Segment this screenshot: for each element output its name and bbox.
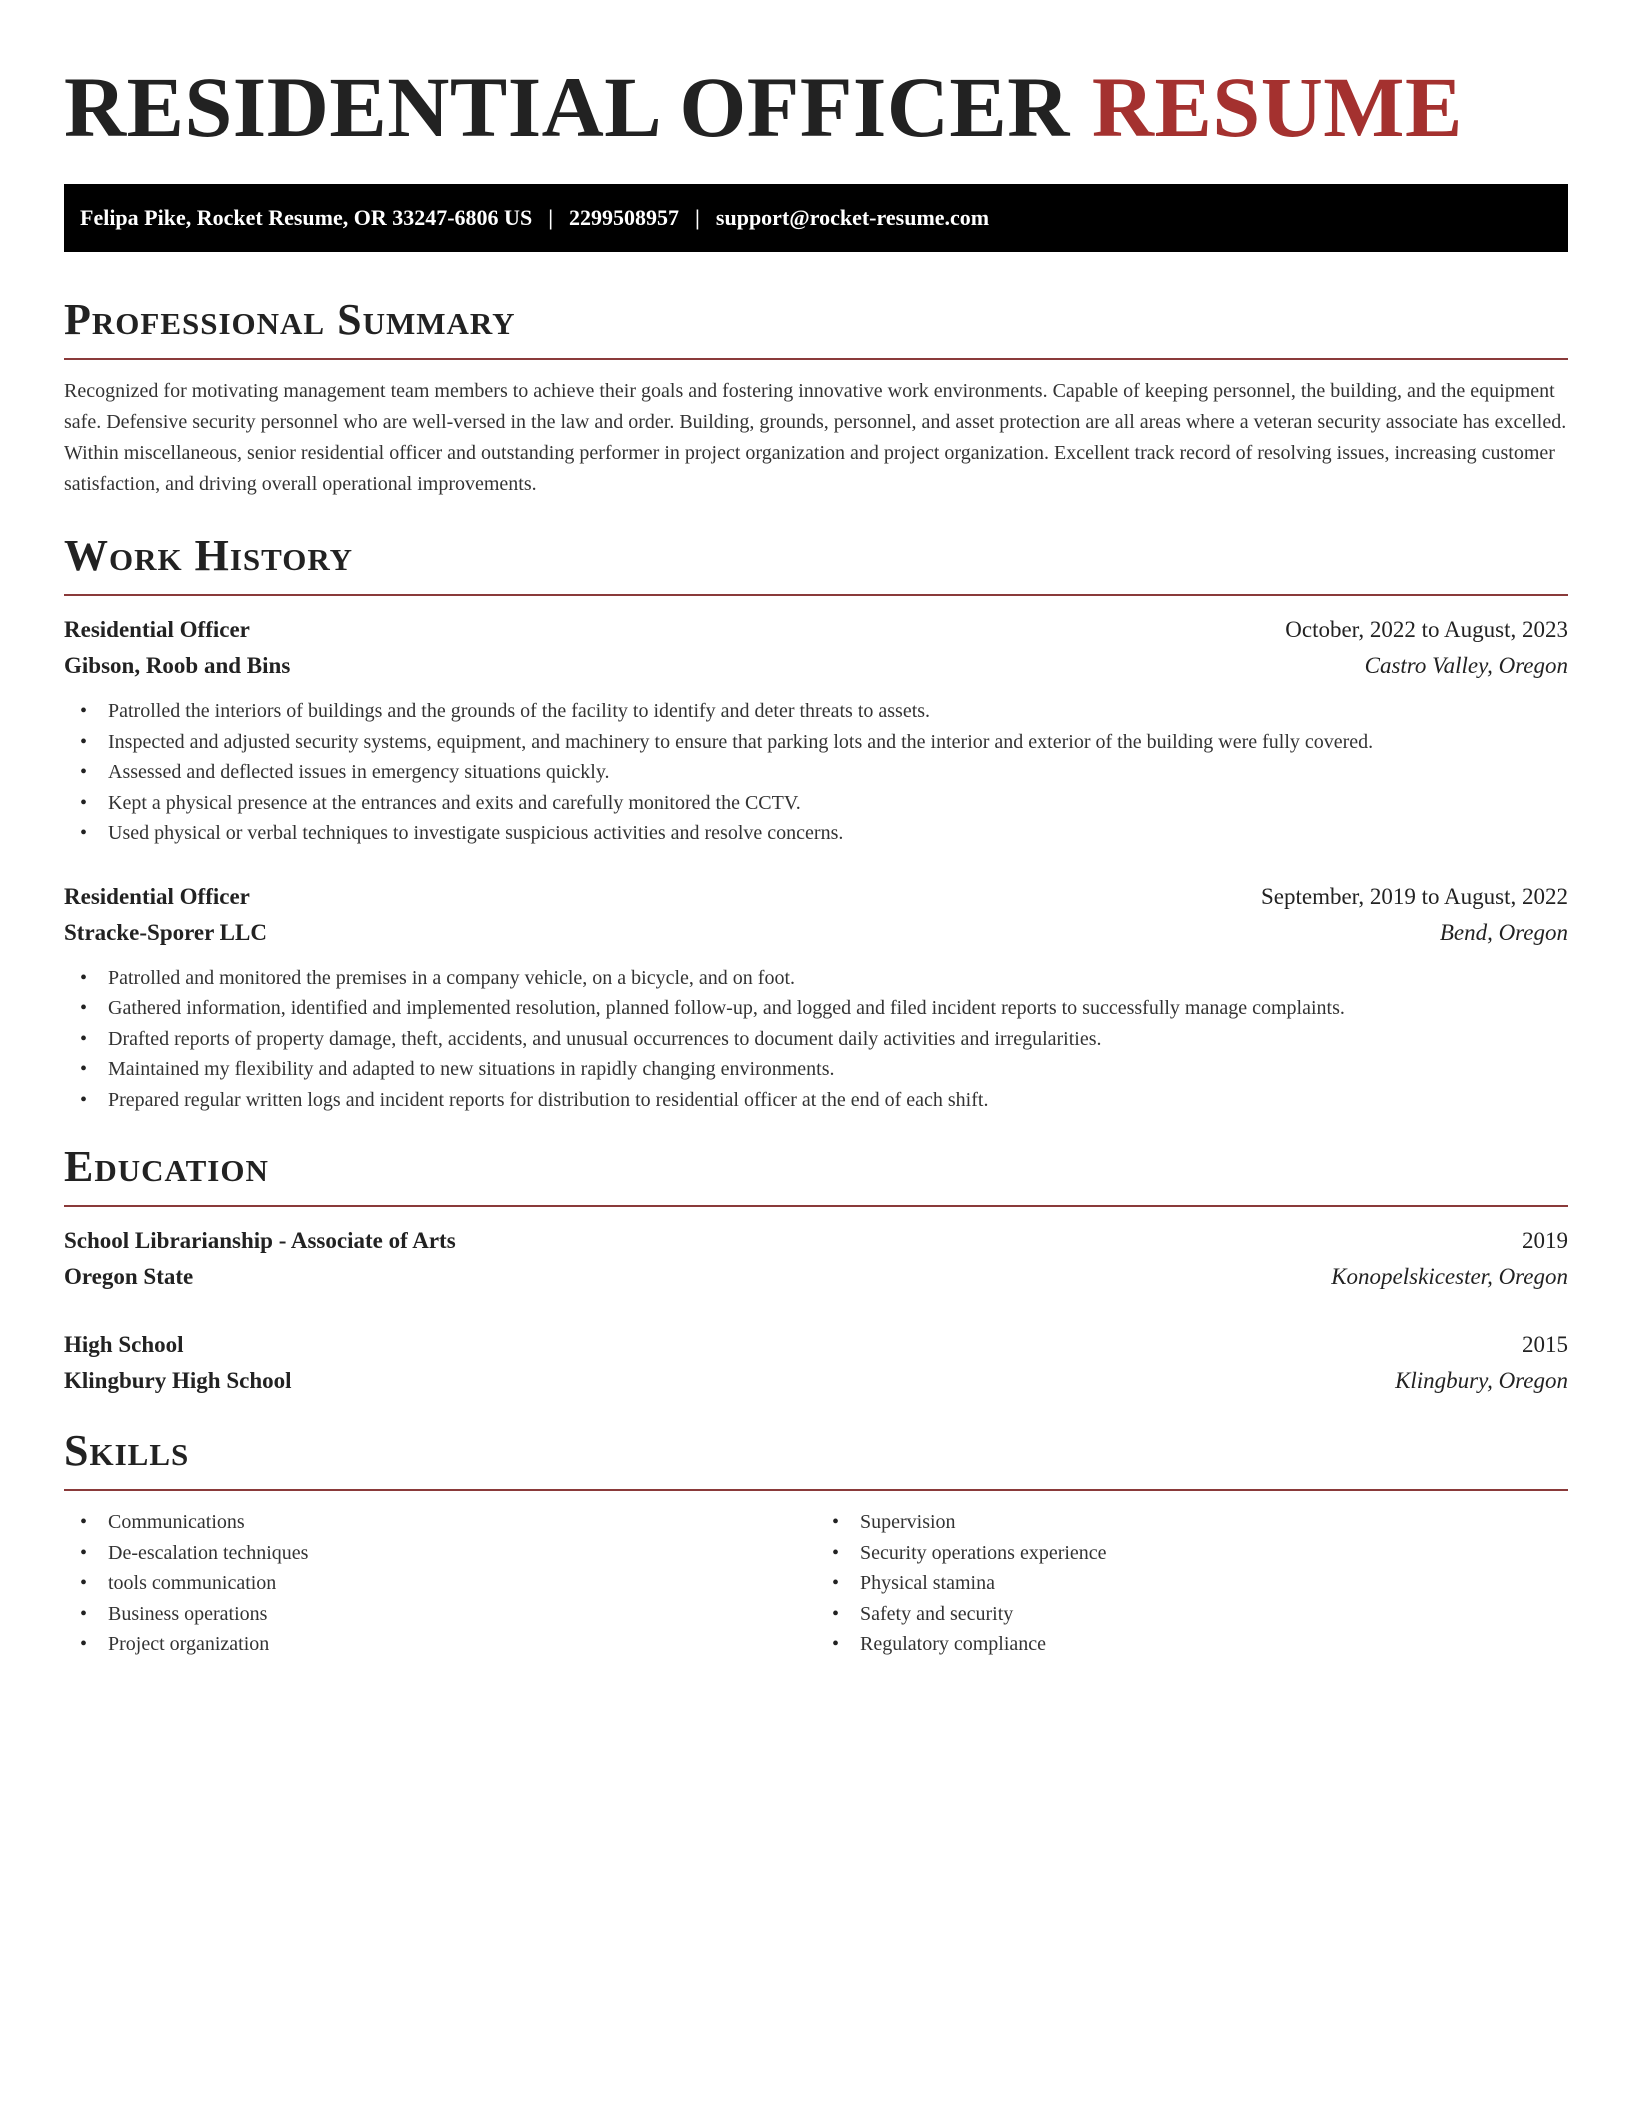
section-divider (64, 594, 1568, 596)
job-duties-list (64, 696, 1568, 849)
job-dates: September, 2019 to August, 2022 (1260, 883, 1568, 909)
education-degree: High School (64, 1332, 184, 1357)
work-history-heading: Work History (64, 531, 354, 580)
skill-item: • Project organization (80, 1629, 816, 1660)
job-duty-item: • Prepared regular written logs and incident reports for distribution to residential officer at the end of each shift. (80, 1085, 1568, 1116)
job-duties-list (64, 963, 1568, 1116)
skills-list (64, 1507, 816, 1660)
education-school-row (64, 1259, 1568, 1295)
contact-separator: | (548, 205, 554, 230)
skill-item: • tools communication (80, 1568, 816, 1599)
job-entry (64, 612, 1568, 849)
skill-item: • Physical stamina (832, 1568, 1568, 1599)
skill-item: • De-escalation techniques (80, 1538, 816, 1569)
skills-column-left (64, 1507, 816, 1660)
education-degree-row (64, 1223, 1568, 1259)
skill-item: • Safety and security (832, 1599, 1568, 1630)
skills-column-right (816, 1507, 1568, 1660)
skill-item: • Communications (80, 1507, 816, 1538)
summary-text: Recognized for motivating management team members to achieve their goals and fostering innovative work environments. Capable of keeping personnel, the building, and the equipment safe. Defensive security personnel who are well-versed in the law and order. Building, grounds, personnel, and asset protection are all areas where a veteran security associate has excelled. Within miscellaneous, senior residential officer and outstanding performer in project organization and project organization. Excellent track record of resolving issues, increasing customer satisfaction, and driving overall operational improvements. (64, 380, 1567, 495)
job-duty-item: • Maintained my flexibility and adapted to new situations in rapidly changing environments. (80, 1054, 1568, 1085)
education-location: Klingbury, Oregon (1395, 1368, 1568, 1393)
education-degree: School Librarianship - Associate of Arts (64, 1228, 456, 1253)
title-accent: RESUME (1091, 59, 1463, 155)
contact-email: support@rocket-resume.com (715, 205, 990, 230)
skills-grid (64, 1507, 1568, 1660)
job-duty-item: • Assessed and deflected issues in emergency situations quickly. (80, 757, 1568, 788)
skill-item: • Supervision (832, 1507, 1568, 1538)
education-heading: Education (64, 1142, 269, 1191)
job-header-row (64, 612, 1568, 648)
job-duty-item: • Patrolled and monitored the premises in a company vehicle, on a bicycle, and on foot. (80, 963, 1568, 994)
summary-heading: Professional Summary (64, 295, 516, 344)
education-year: 2015 (1522, 1332, 1568, 1357)
education-entry (64, 1327, 1568, 1399)
education-section (64, 1142, 1568, 1399)
skills-list (816, 1507, 1568, 1660)
job-duty-item: • Patrolled the interiors of buildings and the grounds of the facility to identify and deter threats to assets. (80, 696, 1568, 727)
job-company: Gibson, Roob and Bins (64, 653, 291, 678)
skill-item: • Regulatory compliance (832, 1629, 1568, 1660)
job-entry (64, 879, 1568, 1116)
job-location: Bend, Oregon (1439, 919, 1568, 945)
job-header-row (64, 879, 1568, 915)
contact-separator: | (695, 205, 700, 230)
skill-item: • Business operations (80, 1599, 816, 1630)
skill-item: • Security operations experience (832, 1538, 1568, 1569)
job-duty-item: • Drafted reports of property damage, theft, accidents, and unusual occurrences to document daily activities and irregularities. (80, 1024, 1568, 1055)
job-title: Residential Officer (64, 883, 250, 909)
job-company: Stracke-Sporer LLC (64, 919, 267, 945)
contact-phone: 2299508957 (569, 205, 680, 230)
title-main: RESIDENTIAL OFFICER (64, 59, 1070, 155)
education-year: 2019 (1522, 1228, 1568, 1253)
job-company-row (64, 915, 1568, 951)
education-school-row (64, 1363, 1568, 1399)
section-divider (64, 1489, 1568, 1491)
job-location: Castro Valley, Oregon (1364, 653, 1568, 678)
resume-title (64, 59, 1568, 155)
education-entry (64, 1223, 1568, 1295)
section-divider (64, 358, 1568, 360)
skills-section (64, 1426, 1568, 1660)
education-location: Konopelskicester, Oregon (1331, 1264, 1568, 1289)
work-history-section (64, 531, 1568, 1115)
education-school: Oregon State (64, 1264, 194, 1289)
summary-section (64, 295, 1568, 500)
section-divider (64, 1205, 1568, 1207)
job-title: Residential Officer (64, 617, 250, 642)
job-duty-item: • Used physical or verbal techniques to investigate suspicious activities and resolve concerns. (80, 818, 1568, 849)
education-school: Klingbury High School (64, 1368, 292, 1393)
contact-bar (64, 184, 1568, 252)
job-duty-item: • Inspected and adjusted security systems, equipment, and machinery to ensure that parking lots and the interior and exterior of the building were fully covered. (80, 727, 1568, 758)
job-duty-item: • Kept a physical presence at the entrances and exits and carefully monitored the CCTV. (80, 788, 1568, 819)
contact-address: Felipa Pike, Rocket Resume, OR 33247-6806 US (80, 205, 533, 230)
job-dates: October, 2022 to August, 2023 (1285, 617, 1568, 642)
education-degree-row (64, 1327, 1568, 1363)
skills-heading: Skills (64, 1426, 190, 1475)
job-duty-item: • Gathered information, identified and implemented resolution, planned follow-up, and logged and filed incident reports to successfully manage complaints. (80, 993, 1568, 1024)
job-company-row (64, 648, 1568, 684)
